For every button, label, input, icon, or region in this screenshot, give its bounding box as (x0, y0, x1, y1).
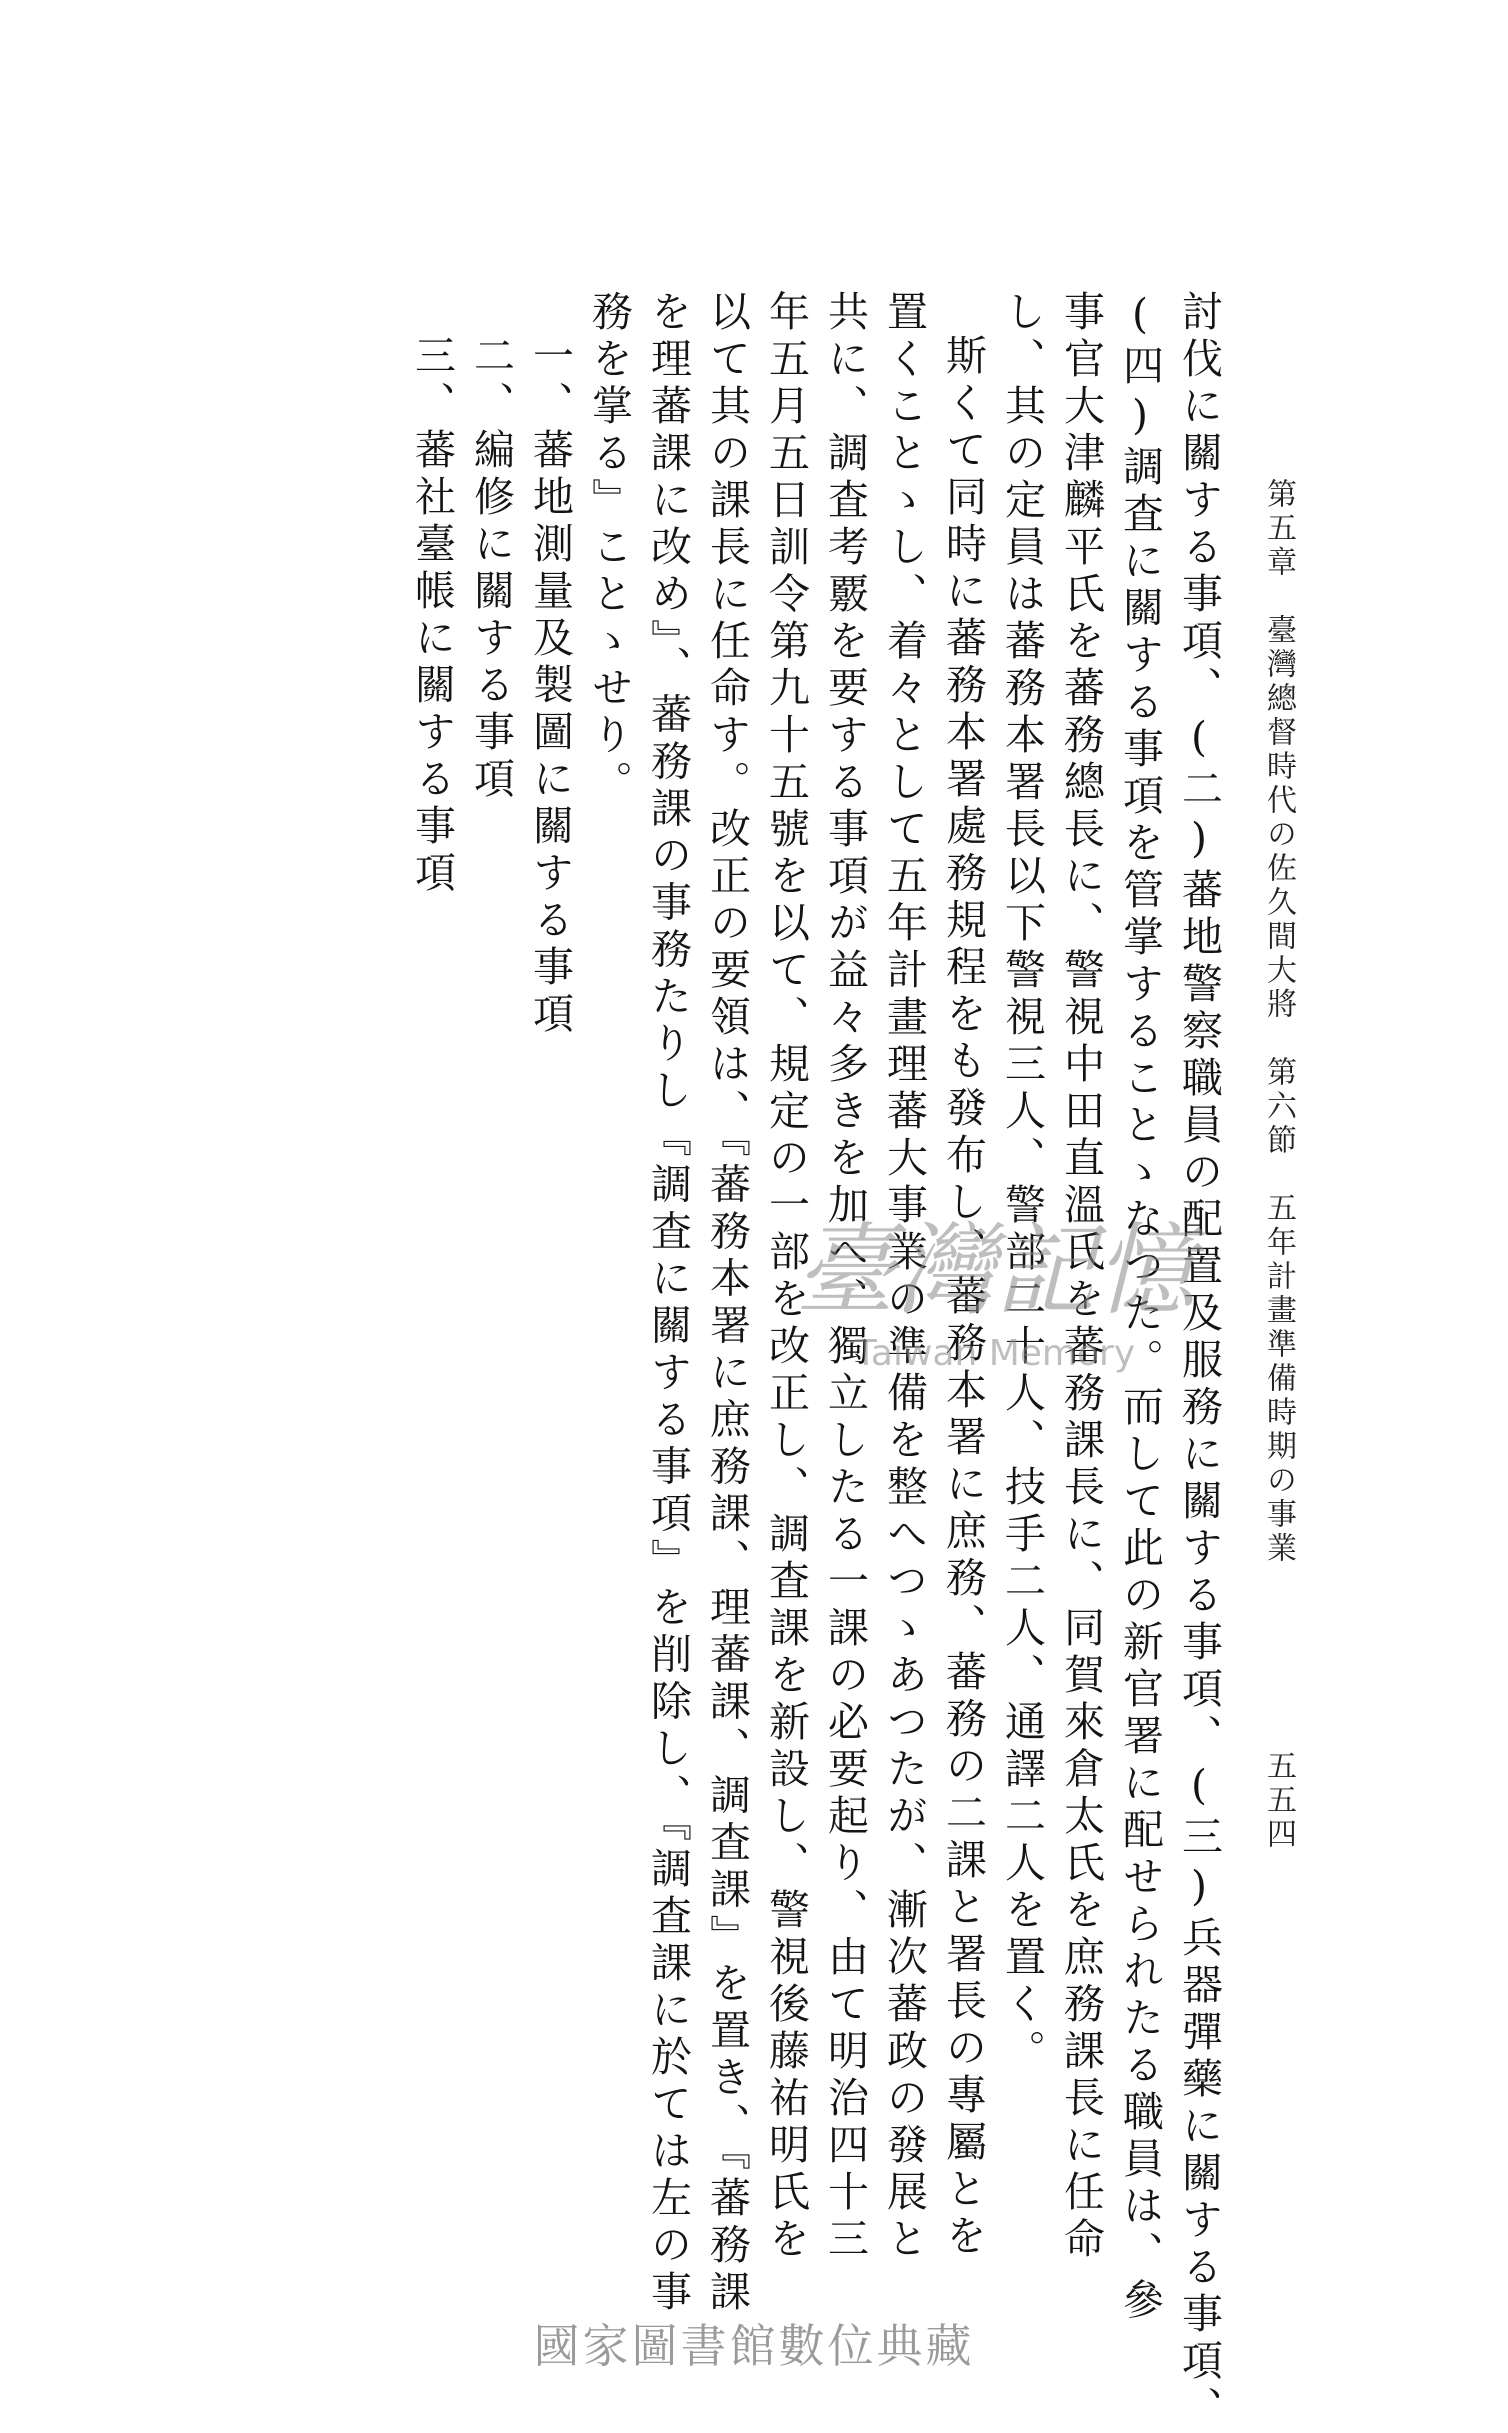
page-number: 五五四 (1261, 1750, 1296, 1852)
text-column: 事官大津麟平氏を蕃務總長に、警視中田直溫氏を蕃務課長に、同賀來倉太氏を庶務課長に任命 (1057, 290, 1105, 2264)
list-item: 一、蕃地測量及製圖に關する事項 (526, 334, 574, 1039)
text-column: し、其の定員は蕃務本署長以下警視三人、警部二十人、技手二人、通譯二人を置く。 (998, 290, 1046, 2076)
text-column: 討伐に關する事項、(二)蕃地警察職員の配置及服務に關する事項、(三)兵器彈藥に關する事項、 (1175, 290, 1223, 2433)
taiwan-memory-watermark (780, 1195, 1210, 1385)
watermark-subtitle: Taiwan Memory (854, 1333, 1136, 1374)
text-column: 年五月五日訓令第九十五號を以て、規定の一部を改正し、調査課を新設し、警視後藤祐明氏を (762, 290, 810, 2264)
text-column: 共に、調査考覈を要する事項が益々多きを加へ、獨立したる一課の必要起り、由て明治四十三 (821, 290, 869, 2264)
watermark-title: 臺灣記憶 (795, 1212, 1195, 1329)
text-column: 置くことゝし、着々として五年計畫理蕃大事業の準備を整へつゝあつたが、漸次蕃政の發展と (880, 290, 928, 2264)
list-item: 二、編修に關する事項 (467, 334, 515, 804)
library-footer: 國家圖書館數位典藏 (533, 2319, 975, 2373)
text-column: (四)調査に關する事項を管掌することゝなつた。而して此の新官署に配せられたる職員は、參 (1116, 290, 1164, 2325)
text-column: 斯くて同時に蕃務本署處務規程をも發布し、蕃務本署に庶務、蕃務の二課と署長の專屬とを (939, 334, 987, 2261)
text-column: 務を掌る』ことゝせり。 (585, 290, 633, 807)
text-column: 以て其の課長に任命す。改正の要領は、『蕃務本署に庶務課、理蕃課、調査課』を置き、『蕃務課 (703, 290, 751, 2317)
text-column: を理蕃課に改め』、蕃務課の事務たりし『調査に關する事項』を削除し、『調査課に於ては左の事 (644, 290, 692, 2317)
list-item: 三、蕃社臺帳に關する事項 (408, 334, 456, 898)
running-header: 第五章 臺灣總督時代の佐久間大將 第六節 五年計畫準備時期の事業 (1261, 478, 1296, 1566)
